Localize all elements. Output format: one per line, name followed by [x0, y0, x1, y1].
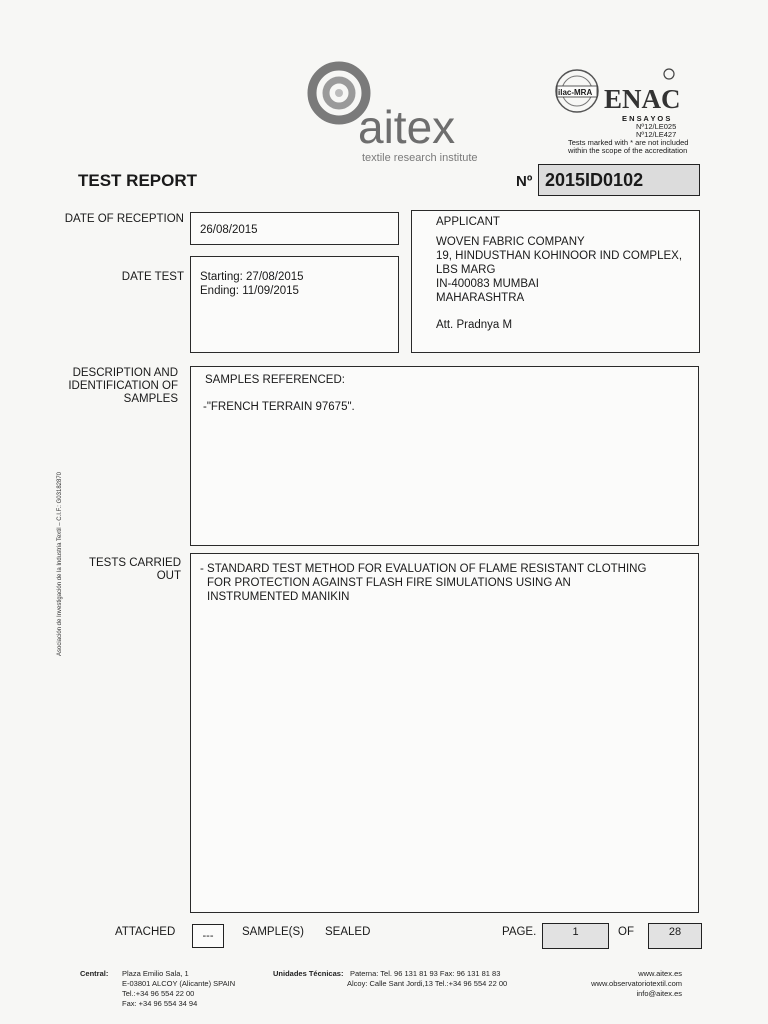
description-label: [30, 367, 178, 406]
footer-observatory-link[interactable]: www.observatoriotextil.com: [591, 979, 682, 988]
date-test-start: Starting: 27/08/2015: [200, 271, 304, 283]
test-line-3: INSTRUMENTED MANIKIN: [207, 591, 350, 603]
footer-web: [540, 969, 682, 999]
footer-central-label: Central:: [80, 969, 109, 978]
footer-central-line-4: Fax: +34 96 554 34 94: [122, 999, 198, 1008]
footer-website[interactable]: www.aitex.es: [638, 969, 682, 978]
footer-units-line-2: Alcoy: Calle Sant Jordi,13 Tel.:+34 96 554 22 00: [347, 979, 508, 988]
samples-heading: SAMPLES REFERENCED:: [205, 374, 345, 386]
footer-central-line-1: Plaza Emilio Sala, 1: [122, 969, 189, 978]
applicant-label: APPLICANT: [436, 216, 500, 228]
applicant-line-5: MAHARASHTRA: [436, 292, 525, 304]
total-pages: 28: [648, 923, 702, 949]
date-test-label: DATE TEST: [121, 271, 184, 283]
reception-label: DATE OF RECEPTION: [64, 213, 184, 225]
enac-label: ENAC: [604, 84, 681, 114]
applicant-line-2: 19, HINDUSTHAN KOHINOOR IND COMPLEX,: [436, 250, 683, 262]
attached-label: ATTACHED: [115, 926, 176, 938]
attached-value: ---: [192, 924, 224, 948]
aitex-logo: [300, 58, 480, 168]
page-number: 1: [542, 923, 609, 949]
accreditation-note-1: Tests marked with * are not included: [568, 138, 689, 147]
tests-label-line-1: TESTS CARRIED: [88, 557, 181, 569]
tests-label: [30, 557, 181, 583]
ilac-label: ilac-MRA: [558, 88, 593, 97]
logo-wordmark: aitex: [358, 101, 456, 153]
accreditation-block: [552, 66, 702, 158]
date-test-end: Ending: 11/09/2015: [200, 285, 299, 297]
test-line-2: FOR PROTECTION AGAINST FLASH FIRE SIMULATIONS USING AN: [207, 577, 571, 589]
report-number: 2015ID0102: [538, 164, 700, 196]
footer-central-line-2: E-03801 ALCOY (Alicante) SPAIN: [122, 979, 236, 988]
footer-email[interactable]: info@aitex.es: [636, 989, 682, 998]
description-box: [190, 366, 699, 546]
applicant-attention: Att. Pradnya M: [436, 319, 513, 331]
applicant-line-4: IN-400083 MUMBAI: [436, 278, 539, 290]
footer-central-line-3: Tel.:+34 96 554 22 00: [122, 989, 195, 998]
logo-subtitle: textile research institute: [362, 152, 478, 164]
enac-ensayos: E N S A Y O S: [622, 114, 671, 123]
date-test-box: [190, 256, 399, 353]
applicant-line-1: WOVEN FABRIC COMPANY: [436, 236, 585, 248]
samples-label: SAMPLE(S): [242, 926, 304, 938]
of-label: OF: [618, 926, 634, 938]
test-line-1: - STANDARD TEST METHOD FOR EVALUATION OF FLAME RESISTANT CLOTHING: [200, 563, 647, 575]
tests-label-line-2: OUT: [156, 570, 181, 582]
reception-date: 26/08/2015: [200, 224, 258, 236]
description-label-line-2: IDENTIFICATION OF: [68, 380, 178, 392]
footer-units-label: Unidades Técnicas:: [273, 969, 344, 978]
crown-icon: [662, 68, 676, 80]
enac-code-1: Nº12/LE025: [636, 122, 677, 131]
page-label: PAGE.: [502, 926, 537, 938]
side-legal-text: Asociación de Investigación de la Industria Textil – C.I.F.: G03182870: [57, 472, 63, 656]
footer-units-line-1: Paterna: Tel. 96 131 81 93 Fax: 96 131 81 83: [350, 969, 501, 978]
report-number-label: Nº: [516, 173, 533, 190]
tests-box: [190, 553, 699, 913]
sealed-label: SEALED: [325, 926, 371, 938]
description-label-line-1: DESCRIPTION AND: [72, 367, 178, 379]
reception-box: [190, 212, 399, 245]
enac-code-2: Nº12/LE427: [636, 130, 677, 139]
applicant-box: [411, 210, 700, 353]
sample-item: -"FRENCH TERRAIN 97675".: [203, 401, 355, 413]
applicant-line-3: LBS MARG: [436, 264, 496, 276]
report-title: TEST REPORT: [78, 171, 198, 190]
footer-central: [122, 969, 235, 1009]
description-label-line-3: SAMPLES: [123, 393, 178, 405]
accreditation-note-2: within the scope of the accreditation: [568, 146, 688, 155]
